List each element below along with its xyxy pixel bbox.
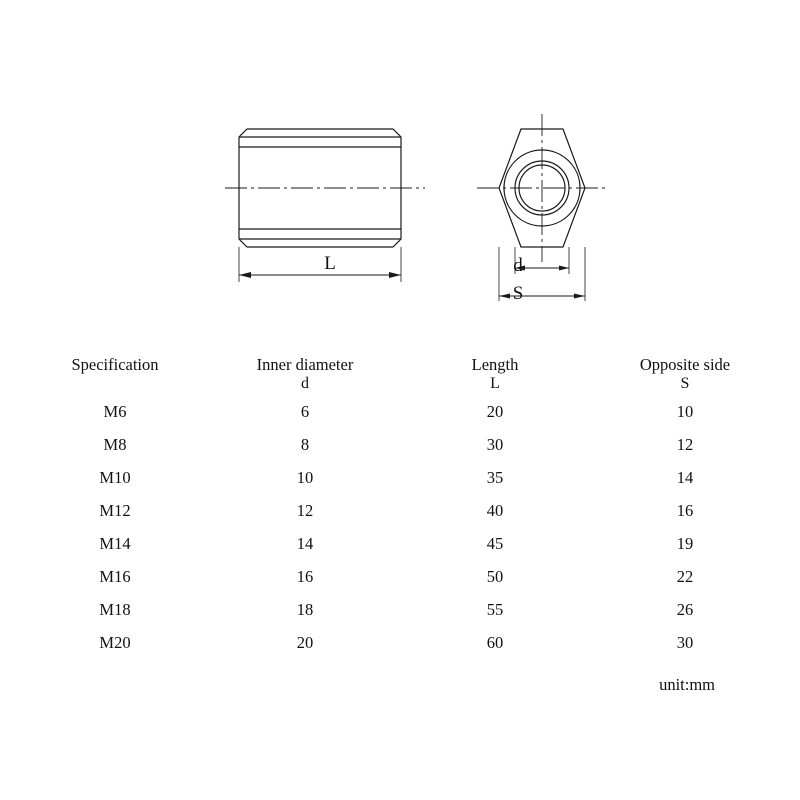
cell-inner-diameter: 18 — [296, 599, 314, 619]
header-main-length: Length — [471, 355, 519, 374]
header-main-inner-diameter: Inner diameter — [256, 355, 354, 374]
cell-specification: M18 — [99, 599, 131, 619]
cell-specification: M14 — [99, 533, 131, 553]
cell-opposite-side: 30 — [676, 632, 694, 652]
table-row — [20, 527, 780, 560]
header-sub-opposite-side: S — [680, 375, 690, 392]
cell-opposite-side: 10 — [676, 401, 694, 421]
cell-length: 45 — [486, 533, 504, 553]
cell-opposite-side: 22 — [676, 566, 694, 586]
cell-inner-diameter: 12 — [296, 500, 314, 520]
cell-length: 50 — [486, 566, 504, 586]
column-header-specification — [20, 355, 210, 395]
specification-table — [0, 355, 800, 659]
cell-opposite-side: 26 — [676, 599, 694, 619]
cell-opposite-side: 16 — [676, 500, 694, 520]
cell-specification: M20 — [99, 632, 131, 652]
cell-length: 40 — [486, 500, 504, 520]
unit-note: unit:mm — [659, 675, 715, 694]
arrow-d-right — [559, 266, 569, 271]
table-row — [20, 395, 780, 428]
cell-length: 60 — [486, 632, 504, 652]
cell-opposite-side: 19 — [676, 533, 694, 553]
arrow-L-right — [389, 272, 401, 278]
table-row — [20, 428, 780, 461]
cell-length: 30 — [486, 434, 504, 454]
column-header-length — [400, 355, 590, 395]
cell-length: 35 — [486, 467, 504, 487]
header-main-specification: Specification — [71, 355, 159, 374]
table-head — [20, 355, 780, 395]
table-row — [20, 626, 780, 659]
cell-inner-diameter: 8 — [300, 434, 310, 454]
dimension-label-opposite-side: S — [512, 283, 524, 304]
cell-opposite-side: 12 — [676, 434, 694, 454]
cell-opposite-side: 14 — [676, 467, 694, 487]
header-sub-inner-diameter: d — [301, 375, 309, 392]
technical-drawing — [225, 100, 605, 315]
cell-specification: M10 — [99, 467, 131, 487]
table-row — [20, 494, 780, 527]
header-main-opposite-side: Opposite side — [639, 355, 731, 374]
arrow-S-right — [574, 294, 585, 299]
spec-table — [20, 355, 780, 659]
column-header-opposite-side — [590, 355, 780, 395]
header-sub-length: L — [490, 375, 500, 392]
cell-inner-diameter: 20 — [296, 632, 314, 652]
cell-specification: M6 — [103, 401, 127, 421]
arrow-L-left — [239, 272, 251, 278]
cell-length: 20 — [486, 401, 504, 421]
table-row — [20, 593, 780, 626]
table-header-row — [20, 355, 780, 395]
cell-specification: M8 — [103, 434, 127, 454]
table-row — [20, 461, 780, 494]
nut-drawing-svg — [225, 100, 605, 315]
column-header-inner-diameter — [210, 355, 400, 395]
table-row — [20, 560, 780, 593]
cell-inner-diameter: 16 — [296, 566, 314, 586]
table-body — [20, 395, 780, 659]
cell-inner-diameter: 10 — [296, 467, 314, 487]
dimension-label-inner-diameter: d — [513, 255, 523, 276]
cell-inner-diameter: 14 — [296, 533, 314, 553]
cell-inner-diameter: 6 — [300, 401, 310, 421]
cell-length: 55 — [486, 599, 504, 619]
cell-specification: M12 — [99, 500, 131, 520]
cell-specification: M16 — [99, 566, 131, 586]
dimension-label-length: L — [324, 253, 336, 274]
